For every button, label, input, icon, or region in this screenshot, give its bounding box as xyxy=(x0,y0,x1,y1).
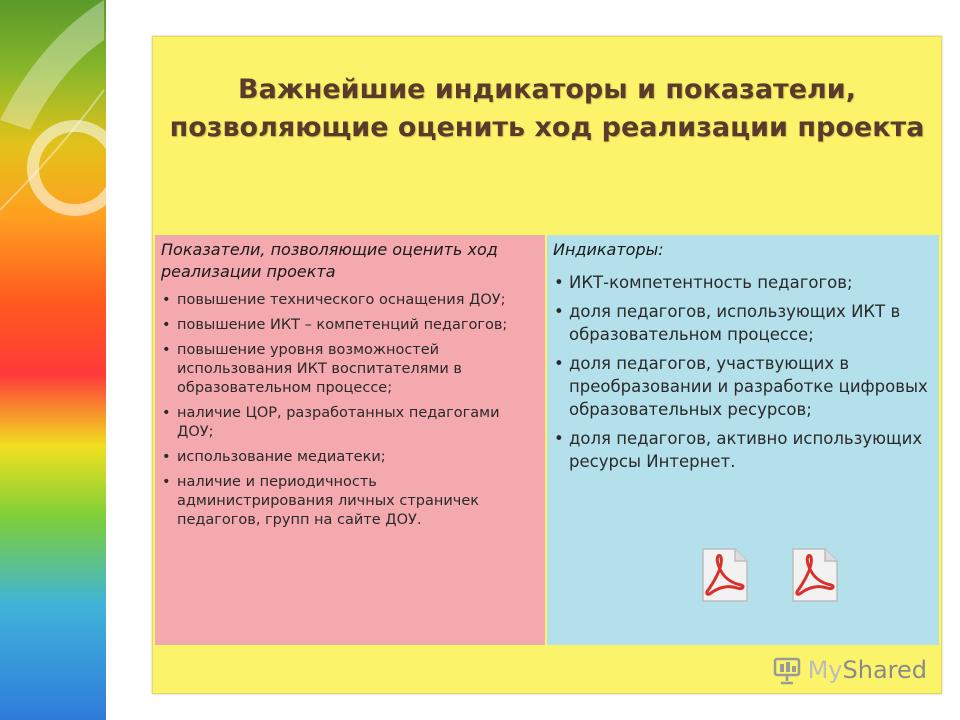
list-item: • наличие ЦОР, разработанных педагогами ДОУ; xyxy=(161,404,537,442)
right-list xyxy=(553,271,931,473)
decorative-rings xyxy=(0,0,140,240)
logo-shared: Shared xyxy=(842,656,927,684)
list-item: • доля педагогов, активно использующих ресурсы Интернет. xyxy=(553,427,931,473)
right-panel-heading: Индикаторы: xyxy=(553,240,664,259)
left-panel-heading: Показатели, позволяющие оценить ход реализации проекта xyxy=(161,240,498,281)
presentation-icon xyxy=(772,655,802,685)
logo-my: My xyxy=(807,656,843,684)
pdf-icon[interactable] xyxy=(787,547,839,603)
myshared-logo xyxy=(772,655,927,685)
list-item: • доля педагогов, использующих ИКТ в образовательном процессе; xyxy=(553,300,931,346)
left-list xyxy=(161,291,537,530)
list-item: • повышение технического оснащения ДОУ; xyxy=(161,291,537,310)
list-item: • использование медиатеки; xyxy=(161,448,537,467)
list-item: • доля педагогов, участвующих в преобразовании и разработке цифровых образовательных ресурсов; xyxy=(553,352,931,421)
slide-card xyxy=(152,36,942,694)
list-item: • наличие и периодичность администрирования личных страничек педагогов, групп на сайте ДОУ. xyxy=(161,473,537,530)
list-item: • повышение ИКТ – компетенций педагогов; xyxy=(161,316,537,335)
list-item: • ИКТ-компетентность педагогов; xyxy=(553,271,931,294)
pdf-icon[interactable] xyxy=(697,547,749,603)
list-item: • повышение уровня возможностей использования ИКТ воспитателями в образовательном процессе; xyxy=(161,341,537,398)
indicators-right-panel xyxy=(547,235,939,645)
indicators-left-panel xyxy=(155,235,545,645)
slide-title: Важнейшие индикаторы и показатели, позволяющие оценить ход реализации проекта xyxy=(169,74,925,143)
attachments xyxy=(697,547,857,603)
